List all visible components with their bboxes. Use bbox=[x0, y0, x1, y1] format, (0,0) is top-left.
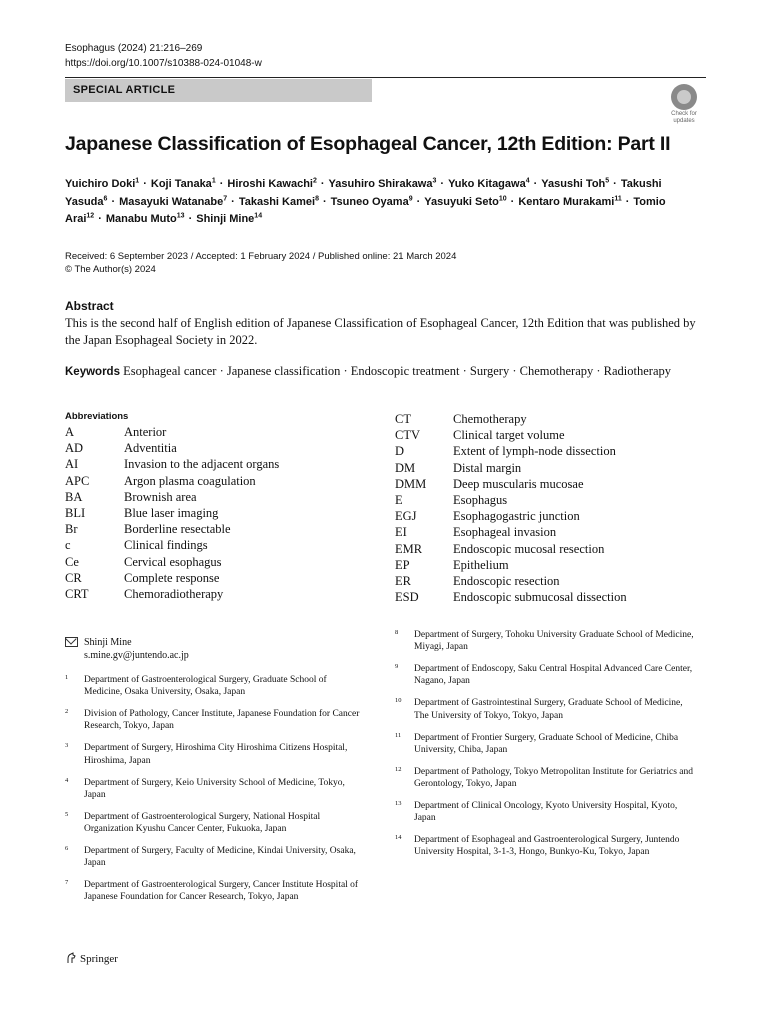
affiliation-number: 11 bbox=[395, 731, 402, 739]
abbreviation-definition: Adventitia bbox=[124, 441, 177, 456]
abbreviation-row bbox=[395, 589, 627, 605]
abbreviation-row bbox=[395, 557, 627, 573]
affiliation-text: Department of Surgery, Keio University School of Medicine, Tokyo, Japan bbox=[84, 777, 345, 800]
affiliation-text: Department of Clinical Oncology, Kyoto University Hospital, Kyoto, Japan bbox=[414, 800, 678, 824]
abbreviation-row bbox=[65, 554, 279, 570]
author-name[interactable]: Kentaro Murakami bbox=[518, 195, 615, 208]
affiliations-left bbox=[65, 674, 365, 913]
abbreviation-definition: Epithelium bbox=[453, 557, 509, 572]
journal-header bbox=[65, 41, 262, 71]
affiliation-text: Department of Gastrointestinal Surgery, Graduate School of Medicine, The University of Tokyo, Tokyo, Japan bbox=[414, 698, 683, 721]
author-name[interactable]: Takushi Yasuda bbox=[65, 178, 662, 208]
abbreviation-definition: Endoscopic mucosal resection bbox=[453, 541, 605, 556]
accepted-date: Accepted: 1 February 2024 bbox=[195, 251, 311, 262]
abbreviations-heading: Abbreviations bbox=[65, 411, 129, 422]
keyword: Esophageal cancer bbox=[123, 364, 217, 378]
abbreviation-definition: Deep muscularis mucosae bbox=[453, 476, 584, 491]
author-separator: · bbox=[613, 178, 617, 190]
publisher-name: Springer bbox=[80, 953, 118, 965]
abbreviation-term: EI bbox=[395, 525, 407, 540]
affiliation-number: 12 bbox=[395, 765, 402, 773]
author-name[interactable]: Yuko Kitagawa bbox=[448, 178, 526, 190]
author-name[interactable]: Yasuyuki Seto bbox=[424, 195, 499, 208]
affiliation-text: Department of Surgery, Hiroshima City Hiroshima Citizens Hospital, Hiroshima, Japan bbox=[84, 743, 348, 766]
abbreviation-definition: Endoscopic submucosal dissection bbox=[453, 590, 627, 605]
abbreviation-definition: Complete response bbox=[124, 570, 220, 585]
contact-email[interactable]: s.mine.gv@juntendo.ac.jp bbox=[84, 650, 189, 661]
author-name[interactable]: Takashi Kamei bbox=[238, 195, 316, 208]
affiliation bbox=[395, 732, 695, 757]
abbreviation-term: EGJ bbox=[395, 509, 417, 524]
abbreviation-definition: Brownish area bbox=[124, 489, 197, 504]
author-separator: · bbox=[533, 178, 538, 190]
abbreviation-definition: Esophagogastric junction bbox=[453, 509, 580, 524]
author-list bbox=[65, 176, 705, 229]
affiliation-number: 9 bbox=[395, 663, 399, 671]
author-separator: · bbox=[111, 195, 116, 208]
author-separator: · bbox=[416, 195, 421, 208]
affiliation-text: Department of Gastroenterological Surgery, Cancer Institute Hospital of Japanese Foundation for Cancer Research, Tokyo, Japan bbox=[84, 880, 359, 903]
abbreviation-term: Ce bbox=[65, 554, 79, 569]
affiliation-number: 10 bbox=[395, 697, 402, 705]
abbreviation-term: ESD bbox=[395, 590, 419, 605]
abbreviation-row bbox=[65, 570, 279, 586]
author-affiliation-number: 3 bbox=[432, 177, 437, 185]
check-for-updates-badge[interactable] bbox=[666, 84, 702, 122]
author-name[interactable]: Manabu Muto bbox=[105, 213, 177, 225]
affiliation-text: Department of Surgery, Tohoku University Graduate School of Medicine, Miyagi, Japan bbox=[414, 630, 694, 653]
affiliation bbox=[65, 845, 365, 870]
abbreviation-row bbox=[395, 573, 627, 589]
author-name[interactable]: Tsuneo Oyama bbox=[330, 195, 409, 208]
keyword: Radiotherapy bbox=[603, 364, 672, 378]
affiliation bbox=[65, 879, 365, 904]
keyword: Endoscopic treatment bbox=[350, 364, 460, 378]
abbreviation-definition: Esophageal invasion bbox=[453, 525, 557, 540]
copyright: © The Author(s) 2024 bbox=[65, 264, 156, 275]
affiliation bbox=[65, 708, 365, 733]
abbreviation-term: BLI bbox=[65, 506, 86, 521]
abbreviation-definition: Invasion to the adjacent organs bbox=[124, 457, 280, 472]
affiliation bbox=[65, 742, 365, 767]
author-separator: · bbox=[440, 178, 445, 190]
abbreviation-row bbox=[395, 411, 627, 427]
abbreviation-definition: Esophagus bbox=[453, 493, 508, 508]
keywords-label: Keywords bbox=[65, 366, 120, 378]
abbreviation-row bbox=[65, 456, 279, 472]
affiliation-number: 13 bbox=[395, 799, 402, 807]
author-affiliation-number: 6 bbox=[103, 194, 108, 202]
affiliation-text: Division of Pathology, Cancer Institute, Japanese Foundation for Cancer Research, Tokyo, Japan bbox=[84, 709, 360, 732]
author-affiliation-number: 9 bbox=[408, 194, 413, 202]
affiliation-number: 7 bbox=[65, 879, 69, 887]
author-affiliation-number: 8 bbox=[315, 194, 319, 202]
affiliation bbox=[395, 834, 695, 859]
abbreviation-definition: Borderline resectable bbox=[124, 522, 231, 537]
author-affiliation-number: 12 bbox=[86, 212, 95, 220]
abbreviation-term: EMR bbox=[395, 541, 423, 556]
affiliation bbox=[395, 663, 695, 688]
author-affiliation-number: 1 bbox=[211, 177, 216, 185]
affiliation bbox=[395, 766, 695, 791]
abbreviation-row bbox=[65, 537, 279, 553]
publication-dates: Received: 6 September 2023 / Accepted: 1 February 2024 / Published online: 21 March 2024 © The Author(s) 2024 bbox=[65, 251, 457, 275]
affiliation-number: 4 bbox=[65, 776, 69, 784]
abbreviation-term: APC bbox=[65, 473, 90, 488]
abbreviation-term: DMM bbox=[395, 476, 427, 491]
abbreviation-row bbox=[395, 460, 627, 476]
affiliation-text: Department of Endoscopy, Saku Central Hospital Advanced Care Center, Nagano, Japan bbox=[414, 664, 693, 687]
published-date: Published online: 21 March 2024 bbox=[318, 251, 457, 262]
affiliation-number: 8 bbox=[395, 629, 399, 636]
abbreviation-term: CR bbox=[65, 570, 82, 585]
springer-horse-icon bbox=[65, 952, 77, 964]
affiliation bbox=[65, 777, 365, 802]
abbreviation-definition: Clinical target volume bbox=[453, 428, 565, 443]
corresponding-author bbox=[65, 636, 189, 662]
affiliations-right bbox=[395, 629, 695, 868]
abbreviation-definition: Chemoradiotherapy bbox=[124, 587, 224, 602]
abbreviation-term: AI bbox=[65, 457, 79, 472]
author-affiliation-number: 4 bbox=[525, 177, 530, 185]
abbreviation-term: AD bbox=[65, 441, 84, 456]
author-separator: · bbox=[188, 213, 193, 225]
abbreviation-definition: Cervical esophagus bbox=[124, 554, 222, 569]
abbreviation-row bbox=[65, 505, 279, 521]
abbreviation-term: E bbox=[395, 493, 403, 508]
abbreviation-row bbox=[395, 524, 627, 540]
author-separator: · bbox=[219, 178, 224, 190]
abbreviation-definition: Clinical findings bbox=[124, 538, 208, 553]
keyword: Japanese classification bbox=[226, 364, 341, 378]
affiliation bbox=[395, 629, 695, 654]
affiliation bbox=[395, 800, 695, 825]
affiliation-text: Department of Gastroenterological Surgery, Graduate School of Medicine, Osaka University, Osaka, Japan bbox=[84, 675, 327, 698]
abbreviation-term: CT bbox=[395, 412, 411, 426]
author-name[interactable]: Yasushi Toh bbox=[541, 178, 606, 190]
header-rule bbox=[65, 77, 706, 78]
author-name[interactable]: Yuichiro Doki bbox=[65, 178, 136, 190]
received-date: Received: 6 September 2023 bbox=[65, 251, 189, 262]
author-name[interactable]: Masayuki Watanabe bbox=[119, 195, 224, 208]
affiliation-number: 6 bbox=[65, 844, 69, 852]
abbreviation-term: EP bbox=[395, 557, 410, 572]
author-affiliation-number: 13 bbox=[176, 212, 185, 220]
abbreviations-left-column bbox=[65, 424, 279, 602]
author-name[interactable]: Tomio Arai bbox=[65, 195, 666, 225]
abbreviation-row bbox=[65, 521, 279, 537]
keywords-list: Esophageal cancer · Japanese classification · Endoscopic treatment · Surgery · Chemotherapy · Radiotherapy bbox=[123, 364, 672, 378]
author-name[interactable]: Koji Tanaka bbox=[150, 178, 212, 190]
author-separator: · bbox=[322, 195, 327, 208]
doi-link[interactable]: https://doi.org/10.1007/s10388-024-01048-w bbox=[65, 58, 262, 69]
author-separator: · bbox=[320, 178, 325, 190]
abstract-text: This is the second half of English edition of Japanese Classification of Esophageal Cancer, 12th Edition that was published by the Japan Esophageal Society in 2022. bbox=[65, 316, 696, 347]
abbreviation-row bbox=[65, 473, 279, 489]
abbreviations-right-column bbox=[395, 411, 627, 605]
keyword: Surgery bbox=[469, 364, 510, 378]
contact-name: Shinji Mine bbox=[84, 637, 132, 648]
author-name[interactable]: Shinji Mine bbox=[196, 213, 255, 225]
abbreviation-term: ER bbox=[395, 574, 411, 589]
author-separator: · bbox=[231, 195, 235, 208]
affiliation bbox=[395, 697, 695, 722]
affiliation-text: Department of Esophageal and Gastroenterological Surgery, Juntendo University Hospital, 3-1-3, Hongo, Bunkyo-Ku, Tokyo, Japan bbox=[414, 835, 680, 858]
affiliation bbox=[65, 811, 365, 836]
author-affiliation-number: 1 bbox=[135, 177, 140, 185]
abbreviation-row bbox=[65, 424, 279, 440]
abbreviation-row bbox=[65, 440, 279, 456]
affiliation-number: 2 bbox=[65, 708, 69, 716]
abbreviation-row bbox=[65, 586, 279, 602]
abbreviation-definition: Anterior bbox=[124, 425, 167, 439]
author-name[interactable]: Yasuhiro Shirakawa bbox=[328, 178, 433, 190]
author-affiliation-number: 10 bbox=[498, 194, 507, 202]
author-separator: · bbox=[143, 178, 147, 190]
abbreviation-term: D bbox=[395, 444, 405, 459]
badge-text-2: updates bbox=[673, 118, 695, 124]
journal-citation: Esophagus (2024) 21:216–269 bbox=[65, 43, 203, 54]
check-updates-icon bbox=[671, 84, 697, 110]
keyword: Chemotherapy bbox=[519, 364, 594, 378]
author-separator: · bbox=[625, 195, 630, 208]
affiliation-text: Department of Frontier Surgery, Graduate School of Medicine, Chiba University, Chiba, Japan bbox=[414, 732, 679, 755]
publisher-footer bbox=[65, 952, 118, 965]
abbreviation-term: BA bbox=[65, 489, 83, 504]
abbreviation-term: CRT bbox=[65, 587, 89, 602]
affiliation bbox=[65, 674, 365, 699]
author-affiliation-number: 11 bbox=[614, 194, 622, 202]
author-name[interactable]: Hiroshi Kawachi bbox=[227, 178, 313, 190]
article-title: Japanese Classification of Esophageal Cancer, 12th Edition: Part II bbox=[65, 133, 671, 155]
abbreviation-row bbox=[395, 492, 627, 508]
abstract-heading: Abstract bbox=[65, 299, 114, 313]
abbreviation-term: c bbox=[65, 538, 71, 553]
abbreviation-definition: Chemotherapy bbox=[453, 412, 527, 426]
author-separator: · bbox=[510, 195, 515, 208]
abbreviation-term: A bbox=[65, 425, 75, 439]
affiliation-number: 5 bbox=[65, 810, 69, 818]
article-type-banner: SPECIAL ARTICLE bbox=[65, 79, 372, 102]
abbreviation-definition: Blue laser imaging bbox=[124, 506, 219, 521]
abbreviation-term: Br bbox=[65, 522, 78, 537]
abbreviation-definition: Argon plasma coagulation bbox=[124, 473, 256, 488]
abbreviation-row bbox=[395, 541, 627, 557]
abbreviation-definition: Extent of lymph-node dissection bbox=[453, 444, 616, 459]
affiliation-text: Department of Surgery, Faculty of Medicine, Kindai University, Osaka, Japan bbox=[84, 845, 356, 869]
abbreviation-row bbox=[395, 476, 627, 492]
abbreviation-row bbox=[395, 427, 627, 443]
author-affiliation-number: 7 bbox=[223, 194, 228, 202]
abbreviation-definition: Distal margin bbox=[453, 460, 522, 475]
abbreviation-definition: Endoscopic resection bbox=[453, 574, 560, 589]
affiliation-number: 14 bbox=[395, 834, 402, 842]
envelope-icon bbox=[65, 637, 78, 647]
abbreviation-row bbox=[395, 443, 627, 459]
affiliation-text: Department of Pathology, Tokyo Metropolitan Institute for Geriatrics and Gerontology, Tokyo, Japan bbox=[414, 766, 693, 790]
abbreviation-term: CTV bbox=[395, 428, 420, 443]
keywords bbox=[65, 364, 707, 380]
author-separator: · bbox=[98, 213, 102, 225]
affiliation-number: 3 bbox=[65, 742, 69, 750]
author-affiliation-number: 5 bbox=[605, 177, 610, 185]
author-affiliation-number: 14 bbox=[254, 212, 263, 220]
badge-text-1: Check for bbox=[671, 111, 697, 117]
affiliation-number: 1 bbox=[65, 674, 69, 681]
abbreviation-row bbox=[395, 508, 627, 524]
affiliation-text: Department of Gastroenterological Surgery, National Hospital Organization Kyushu Cancer Center, Fukuoka, Japan bbox=[84, 811, 321, 835]
abbreviation-row bbox=[65, 489, 279, 505]
author-affiliation-number: 2 bbox=[312, 177, 317, 185]
abbreviation-term: DM bbox=[395, 460, 416, 475]
